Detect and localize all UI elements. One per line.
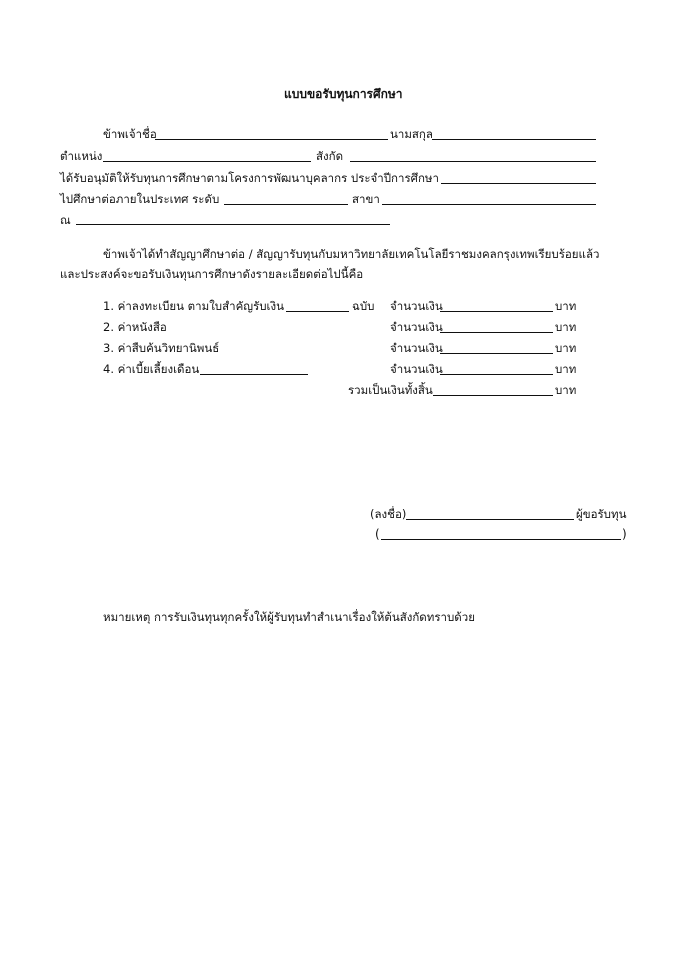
receipt-count-field-line[interactable] <box>286 311 349 312</box>
name-field-line[interactable] <box>155 139 388 140</box>
item-books-amount-label: จำนวนเงิน <box>390 320 443 334</box>
item-allowance-unit: บาท <box>555 362 577 376</box>
signature-line[interactable] <box>406 519 574 520</box>
surname-field-line[interactable] <box>432 139 596 140</box>
contract-paragraph-line1: ข้าพเจ้าได้ทำสัญญาศึกษาต่อ / สัญญารับทุนกับมหาวิทยาลัยเทคโนโลยีราชมงคลกรุงเทพเรียบร้อยแล้ว <box>103 247 600 261</box>
affiliation-field-line[interactable] <box>350 161 596 162</box>
approval-label: ได้รับอนุมัติให้รับทุนการศึกษาตามโครงการพัฒนาบุคลากร ประจำปีการศึกษา <box>60 171 439 185</box>
name-label: ข้าพเจ้าชื่อ <box>103 127 157 141</box>
page-title: แบบขอรับทุนการศึกษา <box>284 87 403 101</box>
affiliation-label: สังกัด <box>316 149 344 163</box>
item-books-amount-line[interactable] <box>440 332 553 333</box>
item-registration-label: 1. ค่าลงทะเบียน ตามใบสำคัญรับเงิน <box>103 299 284 313</box>
printed-name-open-paren: ( <box>375 527 380 541</box>
total-amount-line[interactable] <box>433 395 553 396</box>
institution-field-line[interactable] <box>76 224 390 225</box>
printed-name-line[interactable] <box>381 539 621 540</box>
item-allowance-amount-line[interactable] <box>440 374 553 375</box>
item-registration-amount-line[interactable] <box>440 311 553 312</box>
study-level-label: ไปศึกษาต่อภายในประเทศ ระดับ <box>60 192 220 206</box>
major-label: สาขา <box>352 192 380 206</box>
item-allowance-label: 4. ค่าเบี้ยเลี้ยงเดือน <box>103 362 200 376</box>
academic-year-field-line[interactable] <box>441 183 596 184</box>
signature-label: (ลงชื่อ) <box>370 507 407 521</box>
item-registration-copies-label: ฉบับ <box>352 299 375 313</box>
major-field-line[interactable] <box>382 204 596 205</box>
item-books-unit: บาท <box>555 320 577 334</box>
study-level-field-line[interactable] <box>224 204 348 205</box>
printed-name-close-paren: ) <box>622 527 627 541</box>
item-thesis-amount-label: จำนวนเงิน <box>390 341 443 355</box>
item-thesis-label: 3. ค่าสืบค้นวิทยานิพนธ์ <box>103 341 220 355</box>
allowance-month-field-line[interactable] <box>200 374 308 375</box>
position-field-line[interactable] <box>103 161 311 162</box>
item-registration-unit: บาท <box>555 299 577 313</box>
total-unit: บาท <box>555 383 577 397</box>
footnote: หมายเหตุ การรับเงินทุนทุกครั้งให้ผู้รับทุนทำสำเนาเรื่องให้ต้นสังกัดทราบด้วย <box>103 610 475 624</box>
total-label: รวมเป็นเงินทั้งสิ้น <box>348 383 433 397</box>
item-thesis-unit: บาท <box>555 341 577 355</box>
item-allowance-amount-label: จำนวนเงิน <box>390 362 443 376</box>
item-thesis-amount-line[interactable] <box>440 353 553 354</box>
item-registration-amount-label: จำนวนเงิน <box>390 299 443 313</box>
surname-label: นามสกุล <box>390 127 433 141</box>
contract-paragraph-line2: และประสงค์จะขอรับเงินทุนการศึกษาดังรายละเอียดต่อไปนี้คือ <box>60 267 364 281</box>
signature-role: ผู้ขอรับทุน <box>576 507 627 521</box>
institution-label: ณ <box>60 213 71 227</box>
position-label: ตำแหน่ง <box>60 149 103 163</box>
item-books-label: 2. ค่าหนังสือ <box>103 320 167 334</box>
